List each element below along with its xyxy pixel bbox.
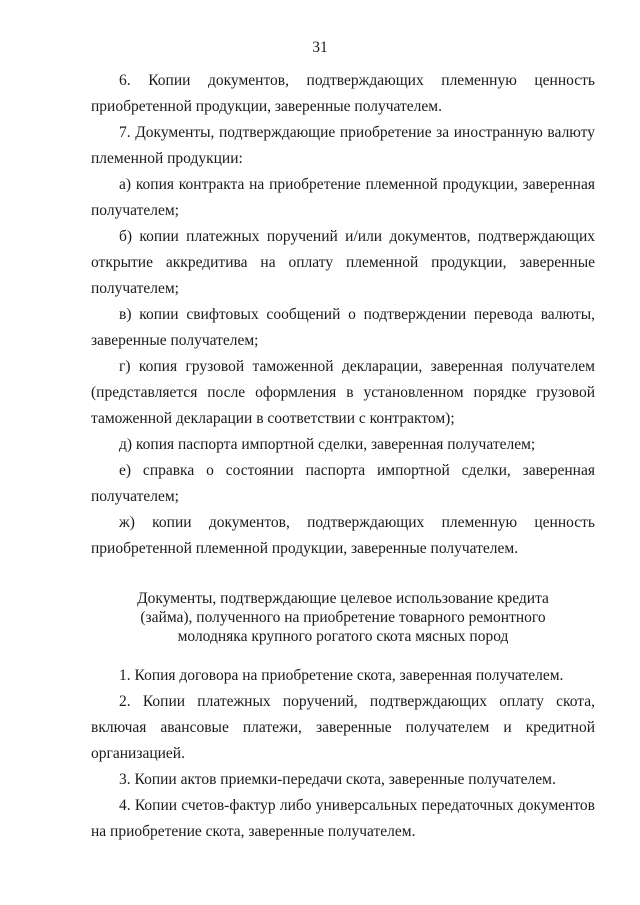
section-heading-line: Документы, подтверждающие целевое использование кредита	[137, 590, 549, 607]
paragraph-subitem-a: а) копия контракта на приобретение племенной продукции, заверенная получателем;	[91, 176, 595, 219]
document-body-bottom	[91, 663, 595, 845]
paragraph-item-6: 6. Копии документов, подтверждающих племенную ценность приобретенной продукции, заверенные получателем.	[91, 72, 595, 115]
paragraph-subitem-b: б) копии платежных поручений и/или документов, подтверждающих открытие аккредитива на оплату племенной продукции, заверенные получателем;	[91, 228, 595, 297]
paragraph-subitem-e: е) справка о состоянии паспорта импортной сделки, заверенная получателем;	[91, 462, 595, 505]
paragraph-item-7: 7. Документы, подтверждающие приобретение за иностранную валюту племенной продукции:	[91, 124, 595, 167]
section-heading-line: молодняка крупного рогатого скота мясных пород	[177, 628, 509, 645]
paragraph-subitem-v: в) копии свифтовых сообщений о подтверждении перевода валюты, заверенные получателем;	[91, 306, 595, 349]
document-body-top	[91, 68, 595, 562]
page-number: 31	[312, 39, 328, 56]
section-heading-line: (займа), полученного на приобретение товарного ремонтного	[140, 609, 546, 626]
paragraph-subitem-d: д) копия паспорта импортной сделки, заверенная получателем;	[119, 436, 536, 453]
paragraph-subitem-zh: ж) копии документов, подтверждающих племенную ценность приобретенной племенной продукции, заверенные получателем.	[91, 514, 595, 557]
paragraph-item-3: 3. Копии актов приемки-передачи скота, заверенные получателем.	[119, 771, 556, 788]
paragraph-subitem-g: г) копия грузовой таможенной декларации, заверенная получателем (представляется после оформления в установленном порядке грузовой таможенной декларации в соответствии с контрактом);	[91, 358, 595, 427]
paragraph-item-1: 1. Копия договора на приобретение скота, заверенная получателем.	[119, 667, 564, 684]
section-heading	[110, 589, 576, 646]
paragraph-item-2: 2. Копии платежных поручений, подтверждающих оплату скота, включая авансовые платежи, заверенные получателем и кредитной организацией.	[91, 693, 595, 762]
paragraph-item-4: 4. Копии счетов-фактур либо универсальных передаточных документов на приобретение скота, заверенные получателем.	[91, 797, 595, 840]
